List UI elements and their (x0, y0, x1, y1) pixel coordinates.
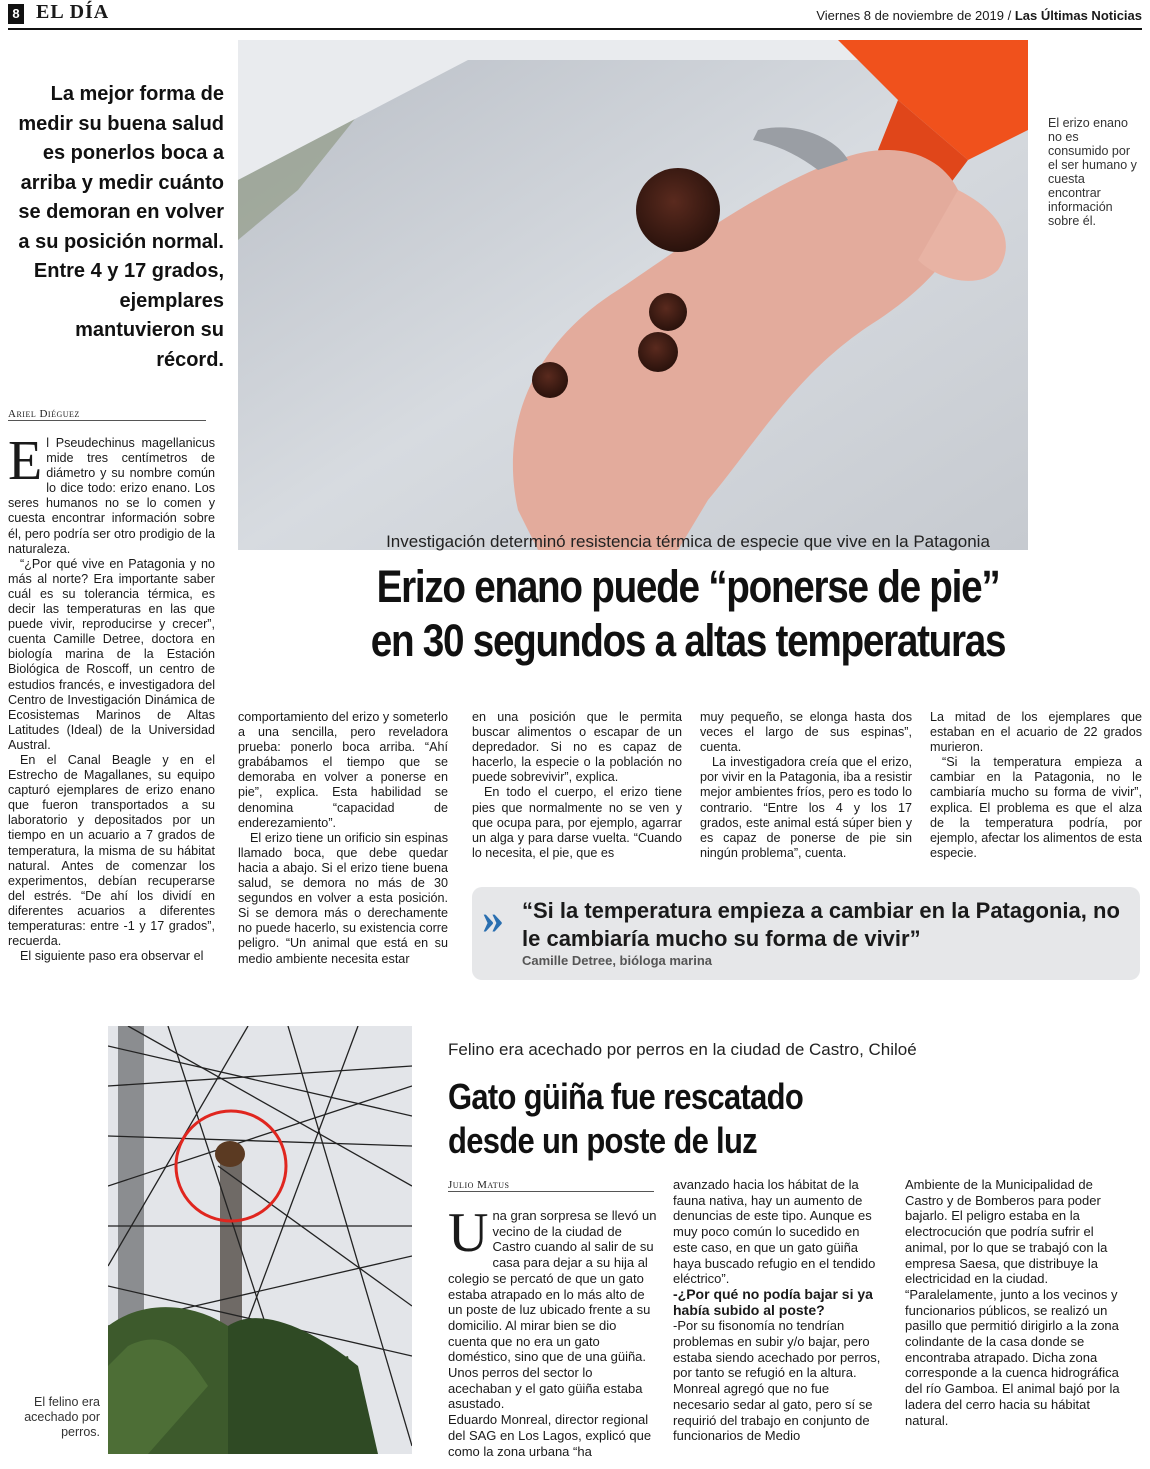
paragraph: En el Canal Beagle y en el Estrecho de Magallanes, su equipo capturó ejemplares de erizo enano que fueron transportados a su laboratorio y depositados por un tiempo en un acuario a 7 grados de temperatura, la misma de su hábitat natural. Antes de comenzar los experimentos, debían recuperarse del estrés. “De ahí los dividí en diferentes acuarios a diferentes temperaturas: entre -1 y 17 grados”, recuerda. (8, 752, 215, 949)
article-headline (448, 1075, 1050, 1163)
paragraph: “Si la temperatura empieza a cambiar en la Patagonia, no le cambiaría mucho su forma de vivir”, explica. El problema es que el alza de la temperatura podría, por ejemplo, afectar los alimentos de esta especie. (930, 755, 1142, 860)
article2-column-2 (673, 1177, 885, 1444)
header-rule (8, 28, 1142, 30)
paragraph: en una posición que le permita buscar alimentos o escapar de un depredador. Si no es capaz de hacerlo, la especie o la población no puede sobrevivir”, explica. (472, 710, 682, 785)
quote-author: Camille Detree, bióloga marina (522, 953, 713, 968)
paragraph: Eduardo Monreal, director regional del SAG en Los Lagos, explicó que como la zona urbana “ha (448, 1412, 652, 1459)
paragraph: l Pseudechinus magellanicus mide tres centímetros de diámetro y su nombre común lo dice todo: erizo enano. Los seres humanos no se lo comen y cuesta encontrar información sobre él, pero podría ser otro prodigio de la naturaleza. (8, 436, 215, 556)
quote-text: “Si la temperatura empieza a cambiar en la Patagonia, no le cambiaría mucho su forma de vivir” (522, 898, 1120, 951)
article2-column-1 (448, 1202, 658, 1459)
article-headline (301, 560, 1075, 668)
interview-question: -¿Por qué no podía bajar si ya había subido al poste? (673, 1285, 873, 1318)
article-kicker: Felino era acechado por perros en la ciudad de Castro, Chiloé (448, 1040, 917, 1059)
paragraph: Monreal agregó que no fue necesario sedar al gato, pero sí se requirió del trabajo en conjunto de funcionarios de Medio (673, 1381, 873, 1444)
photo-caption: El felino era acechado por perros. (24, 1395, 100, 1439)
headline-line: Gato güiña fue rescatado (448, 1076, 804, 1117)
page-number: 8 (8, 4, 24, 24)
headline-line: en 30 segundos a altas temperaturas (370, 615, 1006, 666)
quote-chevron-icon: » (482, 894, 504, 943)
byline-author: Ariel Diéguez (8, 408, 80, 420)
paragraph: La investigadora creía que el erizo, por vivir en la Patagonia, iba a resistir mejor ambientes fríos, pero es todo lo contrario. “Entre los 4 y los 17 grados, este animal está súper bien y es capaz de ponerse de pie sin ningún problema”, cuenta. (700, 755, 912, 860)
paragraph: Ambiente de la Municipalidad de Castro y de Bomberos para poder bajarlo. El peligro estaba en la electrocución que podría sufrir el animal, por lo que se trabajó con la empresa Saesa, que distribuye la electricidad en la ciudad. (905, 1177, 1108, 1287)
sea-urchin-photo-image (238, 40, 1028, 550)
paragraph: muy pequeño, se elonga hasta dos veces el largo de sus espinas”, cuenta. (700, 710, 912, 755)
section-title: EL DÍA (36, 1, 110, 23)
article1-column-4 (700, 710, 912, 861)
highlight-quote (472, 887, 1140, 980)
paragraph: avanzado hacia los hábitat de la fauna nativa, hay un aumento de denuncias de este tipo. Aunque es muy poco común lo sucedido en este caso, en que un gato güiña haya buscado refugio en el tendido eléctrico”. (673, 1177, 876, 1287)
paragraph: “¿Por qué vive en Patagonia y no más al norte? Era importante saber cuál es su tolerancia térmica, es decir las temperaturas en las que puede vivir, reproducirse y crecer”, cuenta Camille Detree, doctora en biología marina de la Estación Biológica de Roscoff, un centro de estudios francés, e investigadora del Centro de Investigación Dinámica de Ecosistemas Marinos de Altas Latitudes (Ideal) de la Universidad Austral. (8, 556, 215, 752)
utility-pole-photo[interactable] (108, 1026, 412, 1454)
paragraph: El erizo tiene un orificio sin espinas llamado boca, que debe quedar hacia a abajo. Si el erizo tiene buena salud, se demora no más de 30 segundos en volver a esta posición. Si se demora más o derechamente no puede hacerlo, su existencia corre peligro. “Un animal que está en su medio ambiente necesita estar (238, 830, 448, 966)
byline-author: Julio Matus (448, 1179, 510, 1191)
paragraph: comportamiento del erizo y someterlo a una sencilla, pero reveladora prueba: ponerlo boca arriba. “Ahí grabábamos el tiempo que se demoraba en volver a ponerse en pie”, explica. Esta habilidad se denomina “capacidad de enderezamiento”. (238, 710, 448, 830)
utility-pole-photo-image (108, 1026, 412, 1454)
pullquote: La mejor forma de medir su buena salud es ponerlos boca a arriba y medir cuánto se demoran en volver a su posición normal. Entre 4 y 17 grados, ejemplares mantuvieron su récord. (18, 83, 224, 371)
article1-column-5 (930, 710, 1142, 861)
headline-line: Erizo enano puede “ponerse de pie” (376, 561, 1000, 612)
dropcap: E (8, 430, 43, 492)
paragraph: na gran sorpresa se llevó un vecino de la ciudad de Castro cuando al salir de su casa para dejar a su hija al colegio se percató de que un gato estaba atrapado en lo más alto de un poste de luz ubicado frente a su domicilio. Al mirar bien se dio cuenta que no era un gato doméstico, sino que de una güiña. Unos perros del sector lo acechaban y el gato güiña estaba asustado. (448, 1208, 657, 1412)
paragraph: En todo el cuerpo, el erizo tiene pies que normalmente no se ven y que ocupa para, por ejemplo, agarrar un alga y para darse vuelta. “Cuando lo necesita, el pie, que es (472, 785, 682, 860)
paragraph: El siguiente paso era observar el (20, 949, 204, 964)
sea-urchin-photo[interactable] (238, 40, 1028, 550)
issue-date: Viernes 8 de noviembre de 2019 / (816, 8, 1012, 23)
page-header (0, 0, 1150, 30)
article2-column-3 (905, 1177, 1123, 1428)
byline-rule (448, 1191, 654, 1192)
paragraph: “Paralelamente, junto a los vecinos y funcionarios públicos, se realizó un pasillo que permitió dirigirlo a la zona colindante de la casa donde se encontraba atrapado. Dicha zona corresponde a la cuenca hidrográfica del río Gamboa. El animal bajó por la ladera del cerro hacia su hábitat natural. (905, 1286, 1120, 1428)
photo-caption: El erizo enano no es consumido por el ser humano y cuesta encontrar información sobre él. (1048, 116, 1137, 228)
article-kicker: Investigación determinó resistencia térmica de especie que vive en la Patagonia (386, 532, 990, 551)
paragraph: La mitad de los ejemplares que estaban en el acuario de 22 grados murieron. (930, 710, 1142, 755)
byline-rule (8, 420, 206, 421)
article1-column-2 (238, 710, 448, 967)
dropcap: U (448, 1202, 489, 1264)
article1-column-3 (472, 710, 682, 861)
date-line (816, 8, 1142, 23)
headline-line: desde un poste de luz (448, 1120, 757, 1161)
article1-column-1 (8, 430, 215, 964)
paragraph: -Por su fisonomía no tendrían problemas en subir y/o bajar, pero estaba siendo acechado por perros, por tanto se refugió en la altura. (673, 1318, 881, 1381)
newspaper-name: Las Últimas Noticias (1014, 8, 1142, 23)
